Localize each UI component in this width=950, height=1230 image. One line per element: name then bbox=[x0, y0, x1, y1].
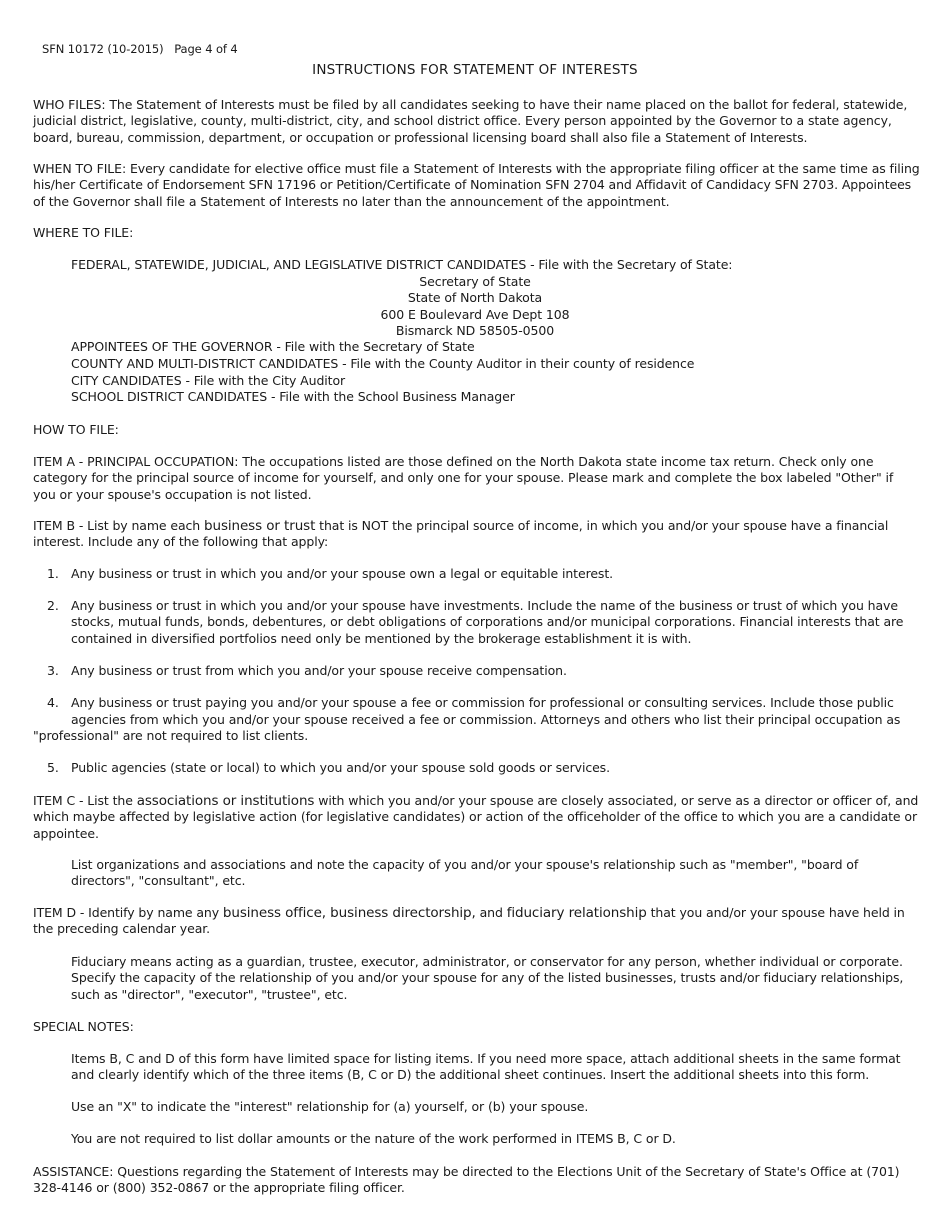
filing-category-text: - File with the County Auditor in their county of residence bbox=[342, 356, 695, 371]
item-c-note: List organizations and associations and note the capacity of you and/or your spouse's relationship such as "member", "board of directors", "consultant", etc. bbox=[71, 857, 859, 889]
assistance-label: ASSISTANCE: bbox=[33, 1164, 114, 1179]
address-line: Secretary of State bbox=[419, 274, 531, 289]
item-c-label: ITEM C bbox=[33, 793, 76, 808]
filing-location-line bbox=[71, 356, 694, 372]
item-c-emphasis: associations or institutions bbox=[136, 793, 315, 809]
assistance-text: Questions regarding the Statement of Interests may be directed to the Elections Unit of the Secretary of State's Office at (701) 328-4146 or (800) 352-0867 or the appropriate filing officer. bbox=[33, 1164, 900, 1196]
item-c-post: with which you and/or your spouse are closely associated, or serve as a director or officer of, and which maybe affected by legislative action (for legislative candidates) or action of the officeholder of the office to which you are a candidate or appointee. bbox=[33, 793, 919, 841]
list-item: Public agencies (state or local) to which you and/or your spouse sold goods or services. bbox=[71, 760, 610, 775]
list-item-line: Any business or trust paying you and/or your spouse a fee or commission for professional or consulting services. Include those public bbox=[71, 695, 894, 710]
item-d-section bbox=[33, 905, 918, 938]
list-number: 1. bbox=[47, 566, 59, 581]
item-d-emphasis: business office, business directorship, bbox=[222, 905, 476, 921]
item-b-pre: - List by name each bbox=[78, 518, 201, 533]
form-id: SFN 10172 (10-2015) bbox=[42, 42, 164, 56]
special-note: Items B, C and D of this form have limited space for listing items. If you need more space, attach additional sheets in the same format and clearly identify which of the three items (B, C or D) the additional sheet continues. Insert the additional sheets into this form. bbox=[71, 1051, 901, 1083]
filing-location-line bbox=[71, 389, 515, 405]
list-item-line: agencies from which you and/or your spouse received a fee or commission. Attorneys and others who list their principal occupation as bbox=[71, 712, 901, 727]
special-note: You are not required to list dollar amounts or the nature of the work performed in ITEMS B, C or D. bbox=[71, 1131, 676, 1146]
list-item-line: "professional" are not required to list clients. bbox=[33, 728, 309, 743]
where-to-file-label: WHERE TO FILE: bbox=[33, 225, 134, 240]
address-line: State of North Dakota bbox=[407, 290, 543, 305]
filing-category-text: - File with the City Auditor bbox=[185, 373, 346, 388]
list-item: Any business or trust in which you and/or your spouse own a legal or equitable interest. bbox=[71, 566, 614, 581]
filing-location-line bbox=[71, 373, 345, 389]
item-d-pre: - Identify by name any bbox=[79, 905, 220, 920]
item-d-post: that you and/or your spouse have held in the preceding calendar year. bbox=[33, 905, 905, 937]
address-line: 600 E Boulevard Ave Dept 108 bbox=[380, 307, 570, 322]
item-b-section bbox=[33, 518, 913, 551]
filing-category-label: COUNTY AND MULTI-DISTRICT CANDIDATES bbox=[71, 356, 339, 371]
address-line: Bismarck ND 58505-0500 bbox=[395, 323, 555, 338]
who-files-text: The Statement of Interests must be filed by all candidates seeking to have their name placed on the ballot for federal, statewide, judicial district, legislative, county, multi-district, city, and school district office. Every person appointed by the Governor to a state agency, board, bureau, commission, department, or occupation or professional licensing board shall also file a Statement of Interests. bbox=[33, 97, 908, 145]
item-d-emphasis: fiduciary relationship bbox=[506, 905, 647, 921]
assistance-section bbox=[33, 1164, 913, 1197]
item-b-emphasis: business or trust bbox=[204, 518, 316, 534]
federal-candidates-line bbox=[71, 257, 732, 273]
who-files-section bbox=[33, 97, 918, 146]
page-title: INSTRUCTIONS FOR STATEMENT OF INTERESTS bbox=[312, 62, 638, 78]
list-item: Any business or trust from which you and/or your spouse receive compensation. bbox=[71, 663, 567, 678]
filing-category-label: SCHOOL DISTRICT CANDIDATES bbox=[71, 389, 268, 404]
filing-category-label: CITY CANDIDATES bbox=[71, 373, 182, 388]
federal-candidates-label: FEDERAL, STATEWIDE, JUDICIAL, AND LEGISLATIVE DISTRICT CANDIDATES bbox=[71, 257, 527, 272]
item-d-label: ITEM D bbox=[33, 905, 77, 920]
item-d-note: Fiduciary means acting as a guardian, trustee, executor, administrator, or conservator for any person, whether individual or corporate. Specify the capacity of the relationship of you and/or your spouse for any of the listed businesses, trusts and/or fiduciary relationships, such as "director", "executor", "trustee", etc. bbox=[71, 954, 904, 1002]
filing-category-text: - File with the School Business Manager bbox=[270, 389, 515, 404]
item-b-post: that is NOT the principal source of income, in which you and/or your spouse have a financial interest. Include any of the following that apply: bbox=[33, 518, 889, 550]
federal-candidates-text: - File with the Secretary of State: bbox=[530, 257, 733, 272]
filing-category-label: APPOINTEES OF THE GOVERNOR bbox=[71, 339, 273, 354]
special-note: Use an "X" to indicate the "interest" relationship for (a) yourself, or (b) your spouse. bbox=[71, 1099, 589, 1114]
item-a-text: The occupations listed are those defined on the North Dakota state income tax return. Check only one category for the principal source of income for yourself, and only one for your spouse. Please mark and complete the box labeled "Other" if you or your spouse's occupation is not listed. bbox=[33, 454, 894, 502]
page-number: Page 4 of 4 bbox=[174, 42, 238, 56]
when-to-file-label: WHEN TO FILE: bbox=[33, 161, 127, 176]
list-number: 2. bbox=[47, 598, 59, 613]
list-number: 5. bbox=[47, 760, 59, 775]
special-notes-label: SPECIAL NOTES: bbox=[33, 1019, 134, 1034]
item-c-pre: - List the bbox=[78, 793, 133, 808]
item-a-section bbox=[33, 454, 918, 503]
item-c-section bbox=[33, 793, 921, 842]
how-to-file-label: HOW TO FILE: bbox=[33, 422, 119, 437]
item-d-mid: and bbox=[479, 905, 503, 920]
form-id-header bbox=[42, 41, 238, 57]
when-to-file-text: Every candidate for elective office must file a Statement of Interests with the appropriate filing officer at the same time as filing his/her Certificate of Endorsement SFN 17196 or Petition/Certificate of Nomination SFN 2704 and Affidavit of Candidacy SFN 2703. Appointees of the Governor shall file a Statement of Interests no later than the announcement of the appointment. bbox=[33, 161, 920, 209]
list-number: 4. bbox=[47, 695, 59, 710]
item-b-label: ITEM B bbox=[33, 518, 75, 533]
filing-location-line bbox=[71, 339, 475, 355]
item-a-label: ITEM A - PRINCIPAL OCCUPATION: bbox=[33, 454, 239, 469]
when-to-file-section bbox=[33, 161, 923, 210]
list-item: Any business or trust in which you and/or your spouse have investments. Include the name of the business or trust of which you have stocks, mutual funds, bonds, debentures, or debt obligations of corporations and/or municipal corporations. Financial interests that are contained in diversified portfolios need only be mentioned by the brokerage establishment it is with. bbox=[71, 598, 904, 646]
list-number: 3. bbox=[47, 663, 59, 678]
filing-category-text: - File with the Secretary of State bbox=[276, 339, 475, 354]
who-files-label: WHO FILES: bbox=[33, 97, 106, 112]
